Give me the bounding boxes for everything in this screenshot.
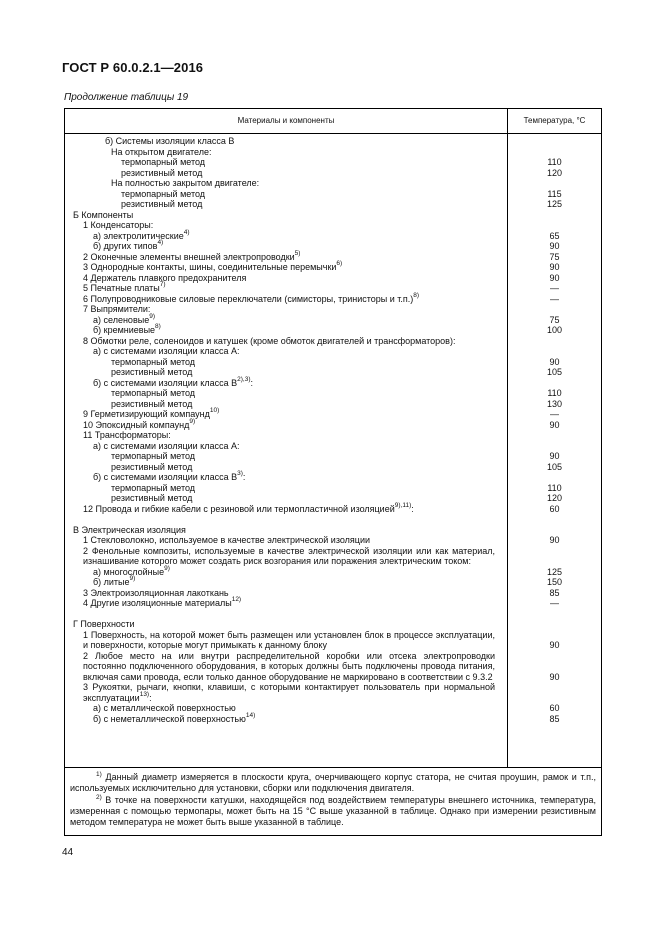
row-material-text: 10 Эпоксидный компаунд: [83, 419, 190, 430]
footnote-mark: 2): [96, 794, 102, 801]
table-row: [65, 682, 601, 703]
row-temperature: 120: [546, 167, 563, 178]
row-material-text: б) с неметаллической поверхностью: [93, 713, 246, 724]
footnote: [70, 795, 596, 828]
row-temperature: 110: [547, 482, 562, 493]
row-temperature: 90: [549, 272, 560, 283]
row-material-text: резистивный метод: [121, 167, 203, 178]
row-material: [65, 336, 495, 347]
row-material: [65, 462, 495, 473]
footnote-ref: 9): [129, 575, 136, 582]
table-row: [65, 346, 601, 357]
row-material: [65, 367, 495, 378]
row-material: [65, 451, 495, 462]
table-row: [65, 228, 601, 242]
row-material-text: 8 Обмотки реле, соленоидов и катушек (кроме обмоток двигателей и трансформаторов):: [83, 335, 456, 346]
row-material-text: а) с металлической поверхностью: [93, 703, 236, 713]
row-material-text: резистивный метод: [111, 493, 193, 503]
table-row-spacer: [65, 514, 601, 525]
row-material: [65, 168, 495, 179]
row-temperature: 90: [549, 419, 560, 430]
row-material-text: 1 Поверхность, на которой может быть размещен или установлен блок в процессе эксплуатации, и поверхности, которые могут примыкать к данному блоку: [83, 629, 495, 650]
row-material-text: б) других типов: [93, 241, 158, 251]
row-material-text: 5 Печатные платы: [83, 283, 160, 293]
row-material-text: б) с системами изоляции класса В: [93, 472, 238, 482]
row-material: [65, 147, 495, 158]
table-row: [65, 577, 601, 588]
row-material-text: а) с системами изоляции класса А:: [93, 440, 240, 451]
table-body: [65, 136, 601, 724]
row-material-tail: :: [250, 377, 254, 388]
footnote-ref: 9): [164, 564, 170, 572]
table-row: [65, 493, 601, 504]
row-material-text: б) с системами изоляции класса В: [93, 377, 238, 388]
row-material: [65, 430, 495, 441]
footnote-text: Данный диаметр измеряется в плоскости круга, очерчивающего корпус статора, не считая проушин, рамок и т.п., используемых исключительно для установки, сборки или подключения двигателя.: [70, 772, 596, 793]
row-material-text: 3 Рукоятки, рычаги, кнопки, клавиши, с которыми контактирует пользователь при нормальной эксплуатации: [83, 682, 495, 703]
table-row: [65, 304, 601, 315]
row-material: [65, 357, 495, 368]
row-material-text: 1 Конденсаторы:: [83, 220, 154, 230]
footnote: [70, 772, 596, 794]
row-material: [65, 651, 495, 683]
row-material: [65, 189, 495, 200]
footnote-ref: 14): [245, 711, 256, 719]
row-material-text: резистивный метод: [121, 199, 203, 209]
footnotes-divider: [65, 767, 601, 768]
row-material: [65, 325, 495, 336]
table-row: [65, 588, 601, 599]
table-row: [65, 651, 601, 683]
row-material: [65, 546, 495, 567]
row-material: [65, 703, 495, 714]
row-temperature: 105: [546, 461, 563, 472]
table-row: [65, 312, 601, 326]
row-material-text: б) кремниевые: [93, 325, 156, 335]
row-temperature: 105: [546, 367, 563, 377]
footnote-ref: 3): [237, 470, 243, 477]
row-material: [65, 630, 495, 651]
footnote-ref: 2),3): [237, 375, 251, 383]
row-temperature: 110: [547, 388, 562, 398]
footnote-ref: 8): [413, 291, 420, 299]
row-material: [65, 501, 495, 515]
row-material: [65, 210, 495, 221]
table-row: [65, 409, 601, 420]
row-temperature: 90: [549, 262, 560, 272]
table-row: [65, 168, 601, 179]
row-material: [65, 388, 495, 399]
row-material-text: 7 Выпрямители:: [83, 304, 151, 314]
row-material: [65, 711, 495, 725]
row-material-text: 9 Герметизирующий компаунд: [83, 409, 210, 419]
row-temperature: 130: [546, 398, 563, 409]
table-row: [65, 136, 601, 147]
row-temperature: —: [550, 409, 559, 419]
table-row: [65, 249, 601, 263]
footnote-ref: 6): [336, 260, 343, 267]
table-row: [65, 210, 601, 221]
row-temperature: 90: [549, 640, 560, 650]
row-temperature: —: [550, 293, 559, 304]
row-temperature: 85: [549, 713, 560, 724]
row-material: [65, 262, 495, 273]
row-material-text: резистивный метод: [111, 461, 193, 472]
row-material-text: а) электролитические: [93, 230, 184, 241]
table-row: [65, 147, 601, 158]
footnote-ref: 12): [231, 596, 242, 603]
row-material-text: 11 Трансформаторы:: [83, 430, 171, 440]
table-caption: Продолжение таблицы 19: [64, 92, 189, 103]
row-temperature: 150: [546, 577, 563, 587]
row-material-text: резистивный метод: [111, 367, 193, 377]
table-row: [65, 483, 601, 494]
row-temperature: —: [550, 283, 559, 293]
row-temperature: 75: [549, 314, 560, 325]
table-row: [65, 462, 601, 473]
row-material-text: 6 Полупроводниковые силовые переключатели (симисторы, тринисторы и т.п.): [83, 293, 414, 304]
temperature-table: [64, 108, 602, 836]
row-temperature: 125: [546, 566, 563, 577]
row-material-text: б) литые: [93, 577, 130, 587]
row-material: [65, 588, 495, 599]
footnote-ref: 5): [294, 249, 301, 257]
table-row: [65, 501, 601, 515]
table-row: [65, 199, 601, 210]
table-row: [65, 546, 601, 567]
row-material-text: Г Поверхности: [73, 619, 135, 629]
footnote-ref: 9): [149, 312, 155, 320]
row-material-text: 1 Стекловолокно, используемое в качестве электрической изоляции: [83, 535, 370, 545]
table-row: [65, 430, 601, 441]
row-material-text: 3 Электроизоляционная лакоткань: [83, 587, 229, 598]
table-row: [65, 388, 601, 399]
row-temperature: 60: [549, 503, 560, 514]
row-material: [65, 525, 495, 536]
row-material-tail: :: [411, 503, 414, 514]
row-material: [65, 375, 495, 389]
row-material-text: термопарный метод: [111, 388, 196, 398]
row-temperature: 90: [549, 241, 560, 251]
footnote-ref: 7): [159, 281, 166, 288]
row-material-text: а) селеновые: [93, 314, 150, 325]
row-material-text: На открытом двигателе:: [111, 146, 212, 157]
row-material-text: На полностью закрытом двигателе:: [111, 178, 260, 188]
table-row: [65, 178, 601, 189]
row-material: [65, 483, 495, 494]
table-row: [65, 336, 601, 347]
row-temperature: 120: [546, 493, 563, 503]
table-row: [65, 630, 601, 651]
row-material-text: резистивный метод: [111, 398, 193, 409]
row-temperature: 90: [549, 356, 560, 367]
row-temperature: 90: [549, 535, 560, 545]
row-material: [65, 304, 495, 315]
row-material: [65, 493, 495, 504]
row-material: [65, 228, 495, 242]
row-temperature: 110: [547, 157, 562, 167]
table-row: [65, 157, 601, 168]
footnote-ref: 4): [183, 228, 190, 236]
footnote-ref: 9),11): [394, 501, 412, 509]
row-material: [65, 291, 495, 305]
row-material-text: термопарный метод: [111, 482, 196, 493]
row-material: [65, 178, 495, 189]
row-material-tail: :: [149, 692, 152, 703]
row-temperature: 75: [549, 251, 560, 262]
row-temperature: 115: [547, 188, 562, 199]
row-temperature: —: [550, 598, 559, 608]
row-material-text: 4 Держатель плавкого предохранителя: [83, 272, 247, 283]
row-material: [65, 441, 495, 452]
footnote-ref: 4): [157, 239, 164, 246]
row-material: [65, 220, 495, 231]
row-material: [65, 409, 495, 420]
table-row: [65, 472, 601, 483]
row-material-text: Б Компоненты: [73, 209, 134, 220]
row-material-text: 2 Оконечные элементы внешней электропроводки: [83, 251, 295, 262]
row-temperature: 65: [549, 230, 560, 241]
footnote-ref: 9): [189, 417, 196, 425]
row-temperature: 100: [546, 325, 563, 335]
row-material-text: 2 Любое место на или внутри распределительной коробки или отсека электропроводки постоянно подключенного оборудования, в которых должны быть подключены провода питания, включая сами провода, если только данное оборудование не маркировано в соответствии с 9.3.2: [83, 650, 495, 682]
table-row: [65, 703, 601, 714]
table-header: [65, 109, 601, 134]
table-row: [65, 399, 601, 410]
row-material: [65, 577, 495, 588]
row-material-text: термопарный метод: [111, 356, 196, 367]
header-temperature: Температура, °С: [523, 116, 586, 125]
footnote-ref: 10): [209, 407, 220, 414]
footnote-mark: 1): [96, 771, 102, 778]
row-material-text: 4 Другие изоляционные материалы: [83, 598, 232, 608]
row-material: [65, 241, 495, 252]
row-material: [65, 598, 495, 609]
table-row: [65, 220, 601, 231]
table-row: [65, 564, 601, 578]
row-material: [65, 199, 495, 210]
header-materials: Материалы и компоненты: [237, 116, 335, 125]
row-material-tail: :: [242, 472, 246, 482]
table-row: [65, 367, 601, 378]
row-material: [65, 249, 495, 263]
footnotes: [70, 772, 596, 829]
row-material-text: а) многослойные: [93, 566, 165, 577]
row-material: [65, 417, 495, 431]
table-row: [65, 241, 601, 252]
row-material: [65, 273, 495, 284]
row-material-text: 12 Провода и гибкие кабели с резиновой или термопластичной изоляцией: [83, 503, 395, 514]
row-material-text: а) с системами изоляции класса А:: [93, 346, 240, 356]
table-row: [65, 357, 601, 368]
row-temperature: 90: [549, 671, 560, 682]
row-material: [65, 472, 495, 483]
row-material-text: 2 Фенольные композиты, используемые в качестве электрической изоляции или как материал, изнашивание которого может создать риск возгорания или поражения электрическим током:: [83, 545, 495, 566]
table-row: [65, 273, 601, 284]
row-material-text: термопарный метод: [121, 188, 206, 199]
row-material-text: термопарный метод: [121, 157, 206, 167]
row-material: [65, 312, 495, 326]
table-row: [65, 291, 601, 305]
row-material-text: В Электрическая изоляция: [73, 524, 186, 535]
table-row: [65, 283, 601, 294]
table-row: [65, 711, 601, 725]
footnote-ref: 8): [155, 323, 161, 330]
footnote-text: В точке на поверхности катушки, находящейся под воздействием температуры внешнего источника, температура, измеренная с помощью термопары, может быть на 15 °С выше указанной в таблице. Однако при измерении резистивным методом температура не может быть выше указанной в таблице.: [70, 795, 596, 827]
document-title: ГОСТ Р 60.0.2.1—2016: [62, 60, 204, 75]
table-row: [65, 441, 601, 452]
row-temperature: 85: [549, 587, 560, 598]
row-material-text: 3 Однородные контакты, шины, соединительные перемычки: [83, 262, 337, 272]
row-material: [65, 157, 495, 168]
row-material-text: термопарный метод: [111, 451, 196, 461]
table-row: [65, 535, 601, 546]
row-material: [65, 136, 495, 147]
page-number: 44: [62, 847, 74, 858]
row-material: [65, 619, 495, 630]
table-row: [65, 451, 601, 462]
table-row: [65, 598, 601, 609]
footnote-ref: 13): [139, 690, 150, 698]
table-row: [65, 417, 601, 431]
row-material: [65, 399, 495, 410]
row-temperature: 90: [549, 451, 560, 461]
row-material: [65, 346, 495, 357]
row-temperature: 60: [549, 703, 560, 713]
row-material-text: б) Системы изоляции класса В: [105, 136, 235, 146]
table-row: [65, 619, 601, 630]
table-row: [65, 375, 601, 389]
row-material: [65, 682, 495, 703]
table-row: [65, 262, 601, 273]
row-material: [65, 535, 495, 546]
table-row-spacer: [65, 609, 601, 620]
table-row: [65, 189, 601, 200]
row-material: [65, 283, 495, 294]
table-row: [65, 325, 601, 336]
row-temperature: 125: [546, 199, 563, 209]
table-row: [65, 525, 601, 536]
